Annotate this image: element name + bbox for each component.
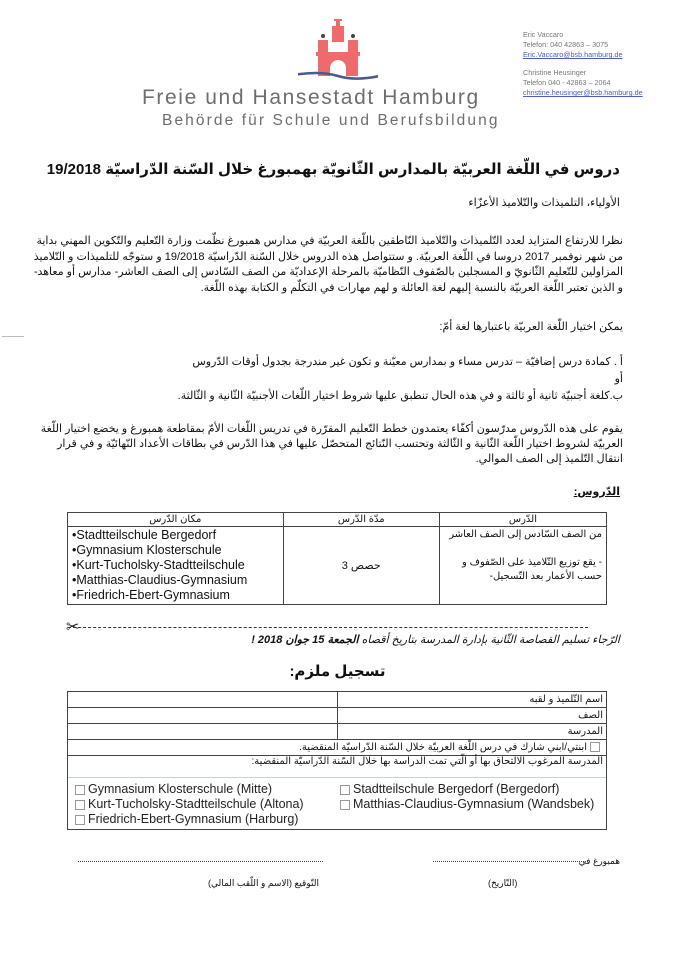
location-item: •Kurt-Tucholsky-Stadtteilschule: [72, 558, 245, 572]
school-option[interactable]: [72, 797, 337, 812]
registration-form: [67, 691, 607, 830]
checkbox[interactable]: [75, 815, 85, 825]
courses-row: [68, 527, 607, 605]
option-or: أو: [614, 373, 623, 385]
school-option-label: Matthias-Claudius-Gymnasium (Wandsbek): [353, 797, 595, 811]
school-label: المدرسة: [337, 724, 607, 740]
contact-name: Christine Heusinger: [523, 68, 587, 77]
school-field[interactable]: [68, 724, 338, 740]
paragraph-intro: نظرا للارتفاع المتزايد لعدد التّلميذات والتّلاميذ النّاطقين باللّغة العربيّة في مدارس همبورغ نظّمت وزارة التّعليم والتّكوين المهني بداية من شهر نوفمبر 2017 دروسا في اللّغة العربيّة. و ستتواصل هذه الدروس خلال السّنة الدّراسيّة 19/2018 و ستوجّه للتلميذات و التّلاميذ المزاولين للتّعليم الثّانويّ و المسجلين بالصّفوف النّظاميّة بالمرحلة الإعداديّة من الصف السّادس إلى الصف العاشر- مدارس أو معاهد- و الذين تعتبر اللّغة العربيّة بالنسبة إليهم لغة العائلة و لهم مهارات في التكلّم و الكتابة بهذه اللّغة.: [33, 235, 623, 294]
form-row-school-choice: [68, 756, 607, 830]
course-note: - يقع توزيع التّلاميذ على الصّفوف و حسب الأعمار بعد التّسجيل-: [461, 557, 602, 582]
contact-block-2: [523, 68, 643, 98]
contact-email-link[interactable]: christine.heusinger@bsb.hamburg.de: [523, 88, 643, 97]
signature-label: التّوقيع (الاسم و اللّقب المالي): [208, 878, 319, 888]
contact-email-link[interactable]: Eric.Vaccaro@bsb.hamburg.de: [523, 50, 623, 59]
checkbox[interactable]: [75, 800, 85, 810]
school-option[interactable]: [337, 797, 602, 812]
letter-title: دروس في اللّغة العربيّة بالمدارس الثّانويّة بهمبورغ خلال السّنة الدّراسيّة 19/2018: [46, 161, 620, 178]
contact-block-1: [523, 30, 622, 60]
header-duration: مدّة الدّرس: [283, 513, 439, 527]
deadline-date: الجمعة 15 جوان 2018 !: [251, 634, 359, 646]
location-item: •Stadtteilschule Bergedorf: [72, 528, 217, 542]
courses-table: [67, 512, 607, 605]
form-row-class: [68, 708, 607, 724]
location-list: [68, 527, 284, 605]
contact-phone: Telefon: 040 42863 – 3075: [523, 40, 609, 49]
date-line[interactable]: [433, 861, 588, 862]
class-label: الصف: [337, 708, 607, 724]
greeting: الأولياء، التلميذات والتّلاميذ الأعزّاء: [468, 197, 620, 209]
participation-checkbox[interactable]: [590, 742, 600, 752]
option-a: أ . كمادة درس إضافيّة – تدرس مساء و بمدارس معيّنة و تكون غير مندرجة بجدول أوقات الدّروس: [192, 356, 623, 368]
contact-phone: Telefon 040 - 42863 – 2064: [523, 78, 611, 87]
checkbox[interactable]: [340, 800, 350, 810]
school-choice-label: المدرسة المرغوب الالتحاق بها أو الّتي تمت الدراسة بها خلال السّنة الدّراسيّة المنقضية:: [251, 756, 603, 767]
participation-label: ابنتي/ابني شارك في درس اللّغة العربيّة خلال السّنة الدّراسيّة المنقضية.: [299, 742, 587, 753]
school-option-label: Stadtteilschule Bergedorf (Bergedorf): [353, 782, 560, 796]
courses-header-row: [68, 513, 607, 527]
course-grades: من الصف السّادس إلى الصف العاشر: [449, 529, 602, 540]
contact-name: Eric Vaccaro: [523, 30, 564, 39]
divider: [68, 777, 606, 778]
checkbox[interactable]: [75, 785, 85, 795]
hamburg-castle-logo: [298, 18, 378, 88]
location-item: •Friedrich-Ebert-Gymnasium: [72, 588, 230, 602]
class-field[interactable]: [68, 708, 338, 724]
location-item: •Matthias-Claudius-Gymnasium: [72, 573, 248, 587]
duration-cell: حصص 3: [283, 527, 439, 605]
student-name-label: اسم التّلميذ و لقبه: [337, 692, 607, 708]
org-department: Behörde für Schule und Berufsbildung: [162, 112, 500, 129]
org-name: Freie und Hansestadt Hamburg: [142, 86, 480, 109]
registration-title: تسجيل ملزم:: [289, 663, 386, 680]
deadline-notice: [251, 633, 620, 646]
options-list: [33, 354, 623, 405]
school-option[interactable]: [72, 812, 337, 827]
student-name-field[interactable]: [68, 692, 338, 708]
deadline-text: الرّجاء تسليم القصاصة الثّانية بإدارة المدرسة بتاريخ أقصاه: [361, 634, 620, 646]
course-cell: [439, 527, 606, 605]
school-options: [68, 782, 606, 829]
signature-place: همبورغ في: [578, 856, 620, 866]
signature-line[interactable]: [78, 861, 323, 862]
form-row-participation: [68, 740, 607, 756]
form-row-school: [68, 724, 607, 740]
cut-line: [68, 627, 588, 628]
option-b: ب.كلغة أجنبيّة ثانية أو ثالثة و في هذه الحال تنطبق عليها شروط اختيار اللّغات الأجنبيّة الثّانية و الثّالثة.: [177, 390, 623, 402]
paragraph-choice: يمكن اختيار اللّغة العربيّة باعتبارها لغة أمّ:: [439, 321, 623, 333]
school-option[interactable]: [72, 782, 337, 797]
school-option-label: Gymnasium Klosterschule (Mitte): [88, 782, 273, 796]
paragraph-teachers: يقوم على هذه الدّروس مدرّسون أكفّاء يعتمدون خطط التّعليم المقرّرة في تدريس اللّغات الأمّ بمقاطعة همبورغ و يخضع اختيار اللّغة العربيّة لشروط اختيار اللّغة الثّانية و الثّالثة وتحتسب النّتائج المتحصّل عليها في هذا الدّرس في بطاقات الأعداد النّهائيّة و في قرار انتقال التّلميذ إلى الصف الموالي.: [40, 423, 623, 465]
location-item: •Gymnasium Klosterschule: [72, 543, 222, 557]
scissors-icon: ✂: [66, 619, 80, 636]
form-row-student-name: [68, 692, 607, 708]
header-location: مكان الدّرس: [68, 513, 284, 527]
checkbox[interactable]: [340, 785, 350, 795]
school-option[interactable]: [337, 782, 602, 797]
school-option-label: Kurt-Tucholsky-Stadtteilschule (Altona): [88, 797, 304, 811]
date-label: (التّاريخ): [488, 878, 518, 888]
courses-heading: الدّروس:: [573, 486, 620, 498]
header-course: الدّرس: [439, 513, 606, 527]
school-choice-cell: [68, 756, 607, 830]
participation-row: [68, 740, 607, 756]
margin-mark: [2, 336, 24, 337]
school-option-label: Friedrich-Ebert-Gymnasium (Harburg): [88, 812, 299, 826]
